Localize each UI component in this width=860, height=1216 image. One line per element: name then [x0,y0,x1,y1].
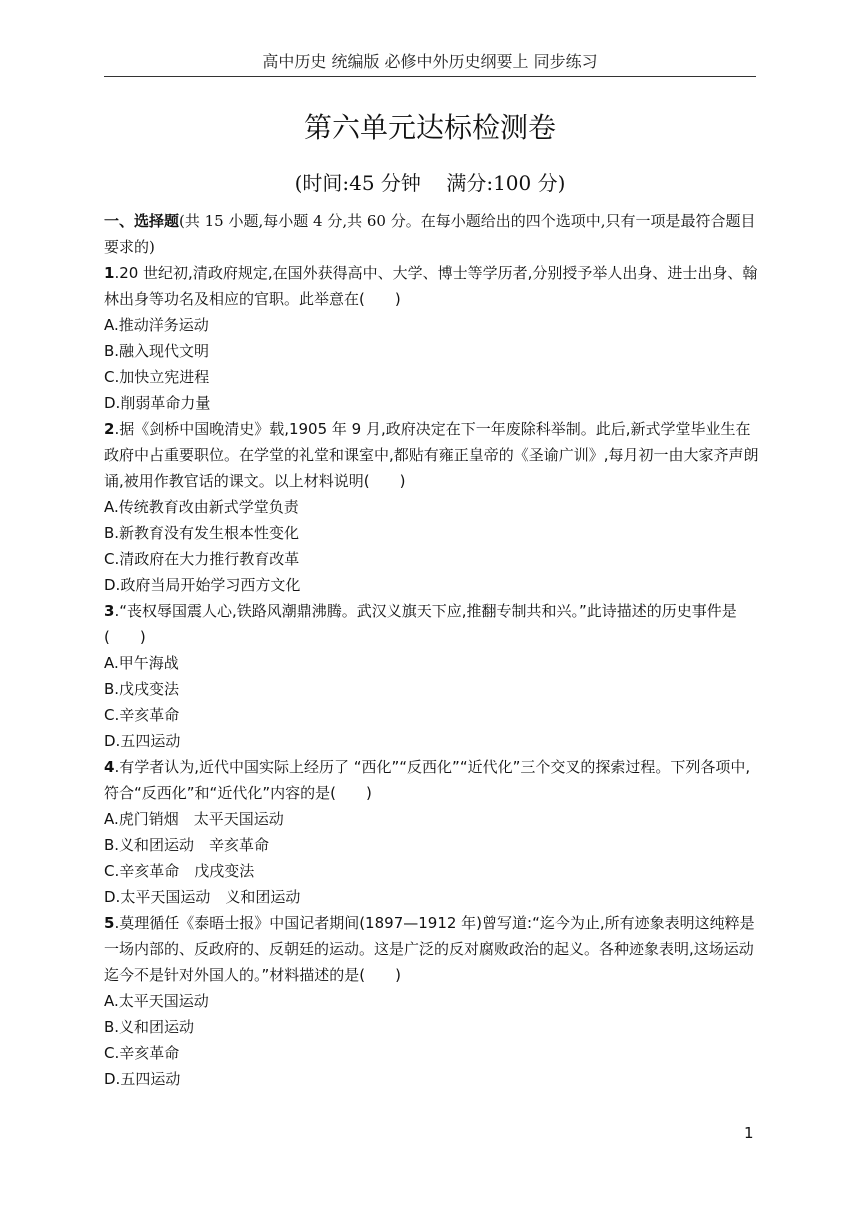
question-1 [104,260,764,416]
option-a: A.虎门销烟 太平天国运动 [104,810,284,828]
question-4 [104,754,764,910]
option-c: C.辛亥革命 [104,706,180,724]
question-text: .莫理循任《泰晤士报》中国记者期间(1897—1912 年)曾写道:“迄今为止,所有迹象表明这纯粹是一场内部的、反政府的、反朝廷的运动。这是广泛的反对腐败政治的起义。各种迹象表明,这场运动迄今不是针对外国人的。”材料描述的是( ) [104,914,755,984]
option-c: C.辛亥革命 [104,1044,180,1062]
option-c: C.清政府在大力推行教育改革 [104,550,300,568]
question-text: .“丧权辱国震人心,铁路风潮鼎沸腾。武汉义旗天下应,推翻专制共和兴。”此诗描述的历史事件是( ) [104,602,737,646]
question-stem [104,598,764,650]
option-b: B.义和团运动 辛亥革命 [104,836,270,854]
page-number: 1 [744,1124,754,1142]
question-number: 4 [104,758,115,776]
question-3 [104,598,764,754]
option-d: D.政府当局开始学习西方文化 [104,576,301,594]
option-c: C.辛亥革命 戊戌变法 [104,862,255,880]
option-d: D.五四运动 [104,732,181,750]
option-a: A.推动洋务运动 [104,316,209,334]
question-content [104,208,764,1092]
option-b: B.义和团运动 [104,1018,195,1036]
option-b: B.融入现代文明 [104,342,210,360]
option-b: B.戊戌变法 [104,680,180,698]
section-description: (共 15 小题,每小题 4 分,共 60 分。在每小题给出的四个选项中,只有一项是最符合题目要求的) [104,212,756,256]
question-number: 2 [104,420,115,438]
option-d: D.削弱革命力量 [104,394,211,412]
question-stem [104,910,764,988]
question-stem [104,416,764,494]
running-header: 高中历史 统编版 必修中外历史纲要上 同步练习 [262,52,598,71]
question-number: 5 [104,914,115,932]
exam-time-score: (时间:45 分钟 满分:100 分) [294,171,566,195]
question-2 [104,416,764,598]
section-label: 一、选择题 [104,212,180,230]
option-a: A.太平天国运动 [104,992,209,1010]
question-number: 3 [104,602,115,620]
header-divider [104,76,756,77]
question-stem [104,754,764,806]
option-d: D.太平天国运动 义和团运动 [104,888,301,906]
option-a: A.传统教育改由新式学堂负责 [104,498,299,516]
section-heading [104,208,764,260]
question-stem [104,260,764,312]
question-5 [104,910,764,1092]
question-number: 1 [104,264,115,282]
option-b: B.新教育没有发生根本性变化 [104,524,300,542]
option-a: A.甲午海战 [104,654,179,672]
question-text: .据《剑桥中国晚清史》载,1905 年 9 月,政府决定在下一年废除科举制。此后,新式学堂毕业生在政府中占重要职位。在学堂的礼堂和课室中,都贴有雍正皇帝的《圣谕广训》,每月初一由大家齐声朗诵,被用作教官话的课文。以上材料说明( ) [104,420,759,490]
page-title: 第六单元达标检测卷 [303,111,556,144]
option-d: D.五四运动 [104,1070,181,1088]
question-text: .20 世纪初,清政府规定,在国外获得高中、大学、博士等学历者,分别授予举人出身、进士出身、翰林出身等功名及相应的官职。此举意在( ) [104,264,758,308]
option-c: C.加快立宪进程 [104,368,210,386]
question-text: .有学者认为,近代中国实际上经历了 “西化”“反西化”“近代化”三个交叉的探索过程。下列各项中,符合“反西化”和“近代化”内容的是( ) [104,758,751,802]
